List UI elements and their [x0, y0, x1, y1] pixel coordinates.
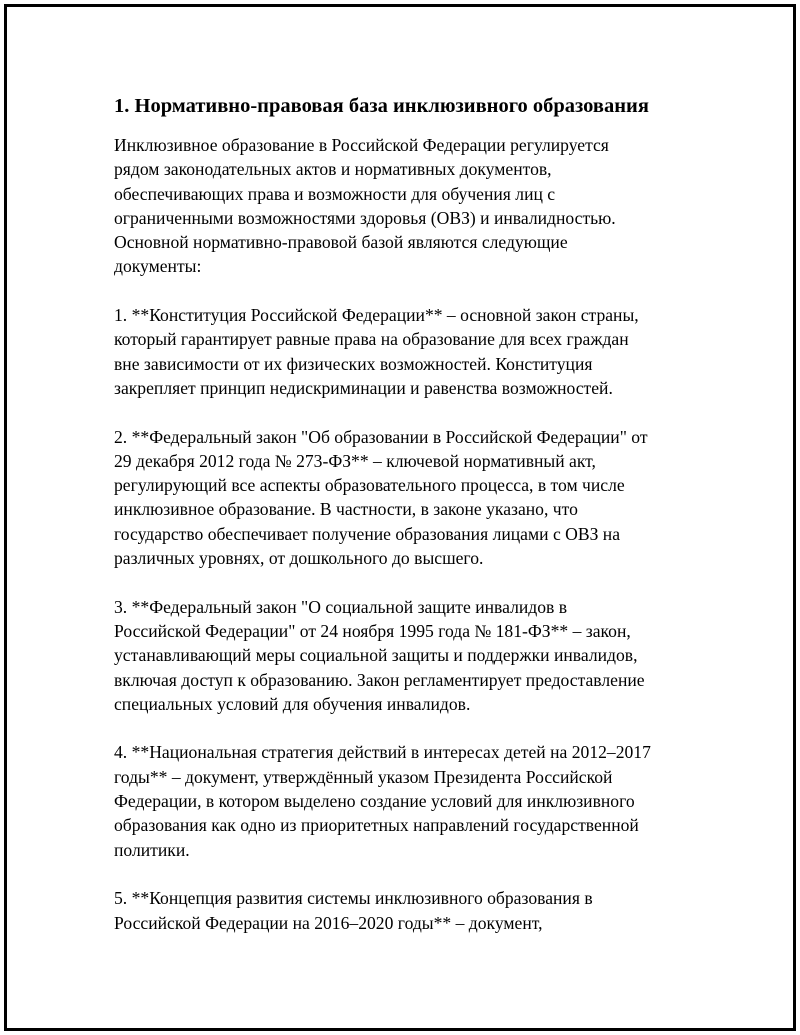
list-item-line: различных уровнях, от дошкольного до высшего.	[114, 548, 484, 569]
section-title: 1. Нормативно-правовая база инклюзивного образования	[114, 95, 649, 117]
list-item-line: 2. **Федеральный закон "Об образовании в Российской Федерации" от	[114, 426, 648, 447]
list-item-disability-law	[114, 595, 684, 716]
document-body	[114, 92, 684, 959]
list-item-line: государство обеспечивает получение образования лицами с ОВЗ на	[114, 523, 621, 544]
list-item-national-strategy	[114, 740, 684, 861]
list-item-line: устанавливающий меры социальной защиты и поддержки инвалидов,	[114, 645, 638, 666]
list-item-line: Федерации, в котором выделено создание условий для инклюзивного	[114, 791, 635, 812]
list-item-line: специальных условий для обучения инвалидов.	[114, 693, 471, 714]
list-item-line: 1. **Конституция Российской Федерации** – основной закон страны,	[114, 305, 639, 326]
intro-line: обеспечивающих права и возможности для обучения лиц с	[114, 183, 556, 204]
list-item-inclusive-concept	[114, 886, 684, 935]
list-item-line: Российской Федерации" от 24 ноября 1995 года № 181-ФЗ** – закон,	[114, 620, 631, 641]
list-item-line: закрепляет принцип недискриминации и равенства возможностей.	[114, 377, 613, 398]
list-item-line: 29 декабря 2012 года № 273-ФЗ** – ключевой нормативный акт,	[114, 450, 596, 471]
intro-line: ограниченными возможностями здоровья (ОВЗ) и инвалидностью.	[114, 207, 616, 228]
intro-line: Инклюзивное образование в Российской Федерации регулируется	[114, 135, 609, 155]
list-item-line: Российской Федерации на 2016–2020 годы** – документ,	[114, 912, 543, 933]
intro-line: документы:	[114, 256, 202, 277]
intro-line: Основной нормативно-правовой базой являются следующие	[114, 232, 568, 253]
list-item-line: политики.	[114, 839, 190, 860]
list-item-line: 4. **Национальная стратегия действий в интересах детей на 2012–2017	[114, 742, 651, 763]
intro-line: рядом законодательных актов и нормативных документов,	[114, 159, 552, 180]
list-item-line: годы** – документ, утверждённый указом Президента Российской	[114, 766, 613, 787]
list-item-line: инклюзивное образование. В частности, в законе указано, что	[114, 499, 578, 520]
list-item-constitution	[114, 303, 684, 400]
list-item-line: 5. **Концепция развития системы инклюзивного образования в	[114, 888, 593, 909]
list-item-line: 3. **Федеральный закон "О социальной защите инвалидов в	[114, 596, 568, 617]
intro-paragraph	[114, 133, 684, 279]
list-item-line: вне зависимости от их физических возможностей. Конституция	[114, 353, 593, 374]
list-item-line: регулирующий все аспекты образовательного процесса, в том числе	[114, 475, 625, 496]
list-item-education-law	[114, 425, 684, 571]
list-item-line: включая доступ к образованию. Закон регламентирует предоставление	[114, 669, 645, 690]
list-item-line: образования как одно из приоритетных направлений государственной	[114, 815, 639, 836]
list-item-line: который гарантирует равные права на образование для всех граждан	[114, 329, 629, 350]
